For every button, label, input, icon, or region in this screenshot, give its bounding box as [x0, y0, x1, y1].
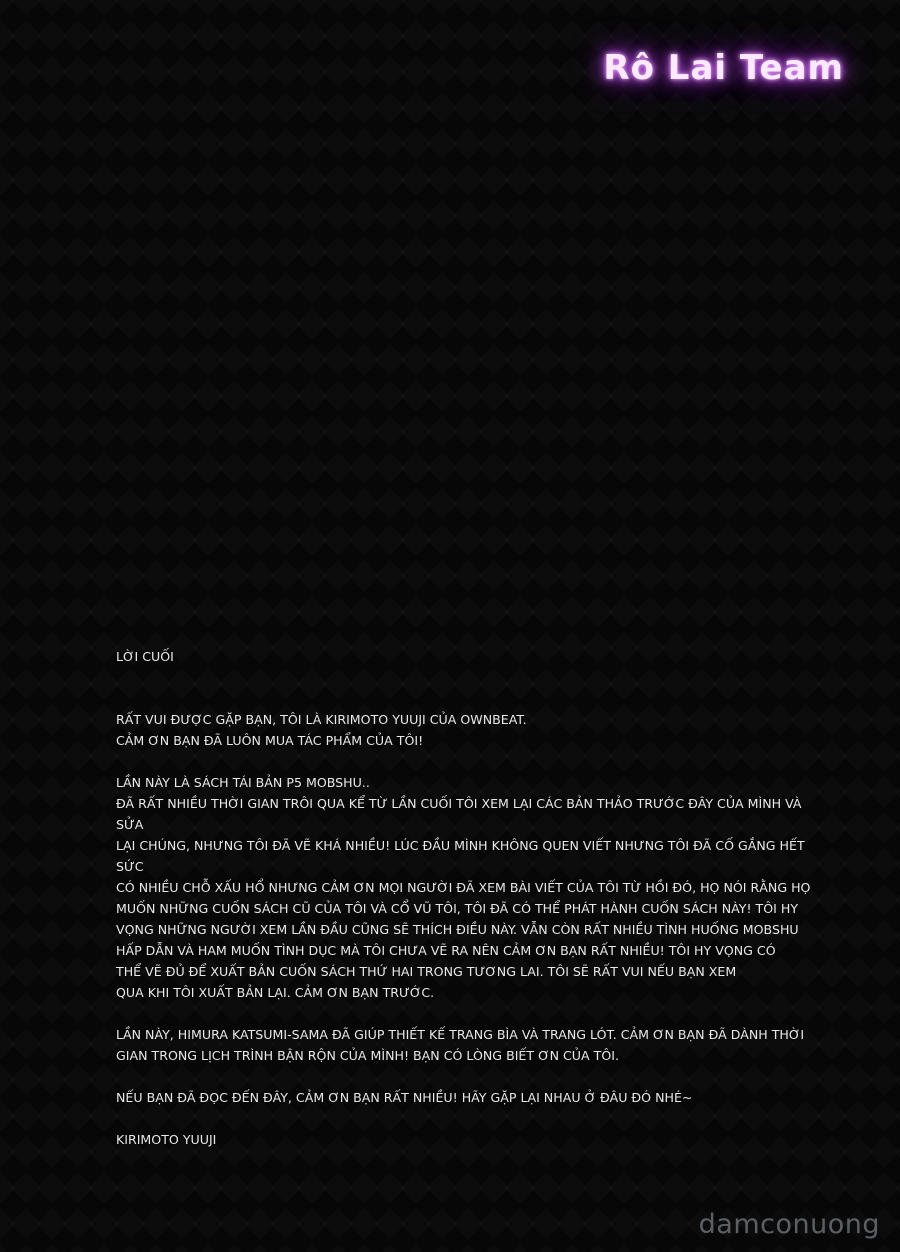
paragraph-greeting: RẤT VUI ĐƯỢC GẶP BẠN, TÔI LÀ KIRIMOTO YUUJI CỦA OWNBEAT. CẢM ƠN BẠN ĐÃ LUÔN MUA TÁC PHẨM CỦA TÔI! — [116, 712, 527, 748]
paragraph-reprint: LẦN NÀY LÀ SÁCH TÁI BẢN P5 MOBSHU.. ĐÃ RẤT NHIỀU THỜI GIAN TRÔI QUA KỂ TỪ LẦN CUỐI TÔI XEM LẠI CÁC BẢN THẢO TRƯỚC ĐÂY CỦA MÌNH VÀ SỬA LẠI CHÚNG, NHƯNG TÔI ĐÃ VẼ KHÁ NHIỀU! LÚC ĐẦU MÌNH KHÔNG QUEN VIẾT NHƯNG TÔI ĐÃ CỐ GẮNG HẾT SỨC CÓ NHIỀU CHỖ XẤU HỔ NHƯNG CẢM ƠN MỌI NGƯỜI ĐÃ XEM BÀI VIẾT CỦA TÔI TỪ HỒI ĐÓ, HỌ NÓI RẰNG HỌ MUỐN NHỮNG CUỐN SÁCH CŨ CỦA TÔI VÀ CỔ VŨ TÔI, TÔI ĐÃ CÓ THỂ PHÁT HÀNH CUỐN SÁCH NÀY! TÔI HY VỌNG NHỮNG NGƯỜI XEM LẦN ĐẦU CŨNG SẼ THÍCH ĐIỀU NÀY. VẪN CÒN RẤT NHIỀU TÌNH HUỐNG MOBSHU HẤP DẪN VÀ HAM MUỐN TÌNH DỤC MÀ TÔI CHƯA VẼ RA NÊN CẢM ƠN BẠN RẤT NHIỀU! TÔI HY VỌNG CÓ THỂ VẼ ĐỦ ĐỂ XUẤT BẢN CUỐN SÁCH THỨ HAI TRONG TƯƠNG LAI. TÔI SẼ RẤT VUI NẾU BẠN XEM QUA KHI TÔI XUẤT BẢN LẠI. CẢM ƠN BẠN TRƯỚC. — [116, 775, 811, 1000]
afterword-text — [116, 646, 816, 1150]
team-watermark: Rô Lai Team — [603, 48, 844, 88]
paragraph-thanks: NẾU BẠN ĐÃ ĐỌC ĐẾN ĐÂY, CẢM ƠN BẠN RẤT NHIỀU! HÃY GẶP LẠI NHAU Ở ĐÂU ĐÓ NHÉ~ — [116, 1090, 693, 1105]
site-watermark: damconuong — [698, 1209, 880, 1240]
paragraph-cover-credit: LẦN NÀY, HIMURA KATSUMI-SAMA ĐÃ GIÚP THIẾT KẾ TRANG BÌA VÀ TRANG LÓT. CẢM ƠN BẠN ĐÃ DÀNH THỜI GIAN TRONG LỊCH TRÌNH BẬN RỘN CỦA MÌNH! BẠN CÓ LÒNG BIẾT ƠN CỦA TÔI. — [116, 1027, 805, 1063]
author-signature: KIRIMOTO YUUJI — [116, 1132, 217, 1147]
afterword-heading: LỜI CUỐI — [116, 649, 174, 664]
